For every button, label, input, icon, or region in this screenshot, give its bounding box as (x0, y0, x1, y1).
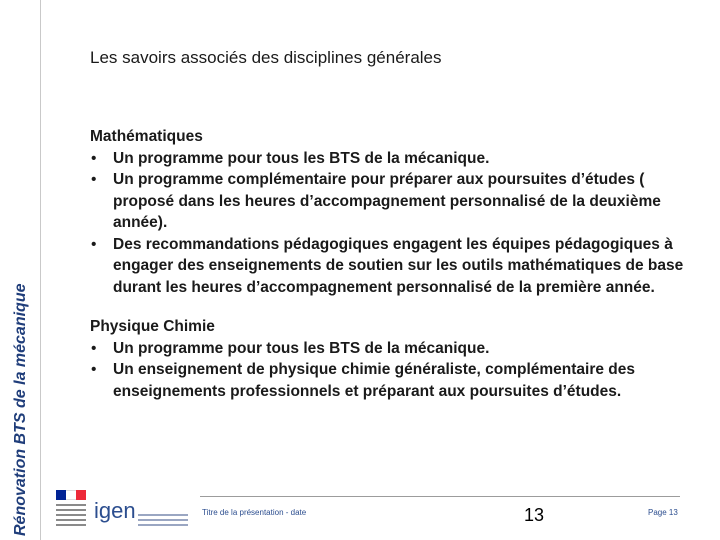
bullet-icon: • (91, 235, 97, 253)
bullet-list (90, 148, 690, 299)
republique-francaise-logo-icon (56, 490, 86, 536)
igen-logo: igen (94, 498, 136, 523)
bullet-icon: • (91, 171, 97, 188)
list-item: • Un programme pour tous les BTS de la mécanique. (90, 148, 690, 170)
footer-logos (52, 488, 172, 540)
list-item: • Un programme complémentaire pour préparer aux poursuites d’études ( proposé dans les heures d’accompagnement personnalisé de la deuxième année). (91, 171, 661, 231)
side-bar-divider (40, 0, 41, 540)
list-item: • Des recommandations pédagogiques engagent les équipes pédagogiques à engager des enseignements de soutien sur les outils mathématiques de base durant les heures d’accompagnement personnalisé de la première année. (91, 235, 684, 296)
bullet-list (90, 338, 690, 403)
sidebar-title: Rénovation BTS de la mécanique (12, 283, 29, 536)
section-physique-chimie (90, 316, 690, 402)
section-mathematiques (90, 126, 690, 298)
slide-content (90, 126, 690, 420)
footer-divider (200, 496, 680, 497)
presentation-title: Titre de la présentation - date (202, 508, 307, 517)
list-item: • Un programme pour tous les BTS de la mécanique. (90, 338, 690, 360)
slide-title: Les savoirs associés des disciplines générales (90, 48, 442, 67)
bullet-icon: • (91, 149, 97, 167)
section-heading: Mathématiques (90, 128, 203, 145)
page-number: 13 (524, 505, 545, 525)
igen-logo-subtext (138, 514, 188, 529)
page-label: Page 13 (648, 508, 678, 517)
bullet-icon: • (91, 361, 97, 378)
bullet-icon: • (91, 339, 97, 357)
section-heading: Physique Chimie (90, 318, 215, 335)
list-item: • Un enseignement de physique chimie généraliste, complémentaire des enseignements professionnels et préparant aux poursuites d’études. (91, 361, 635, 400)
